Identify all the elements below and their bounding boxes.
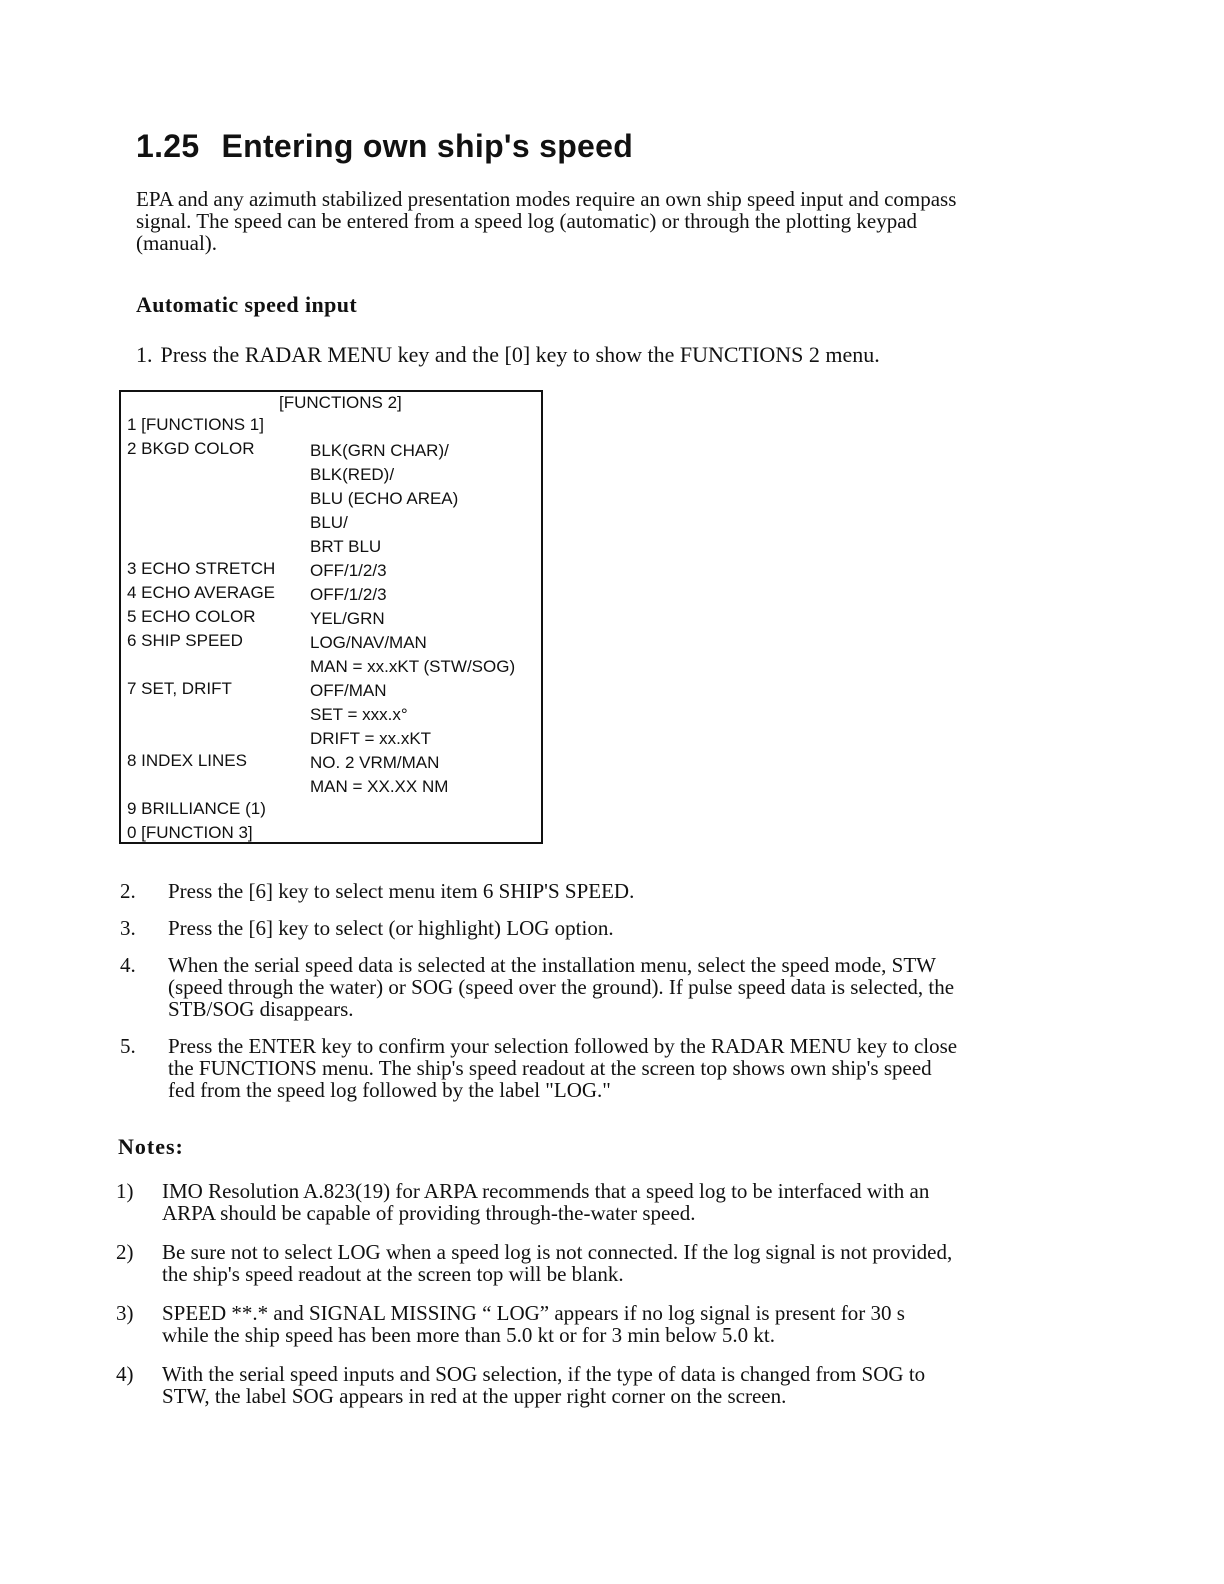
menu-item-option: SET = xxx.x°: [310, 705, 408, 724]
step-number: 5.: [120, 1034, 136, 1058]
menu-item-option: LOG/NAV/MAN: [310, 633, 427, 652]
menu-item-option: BLK(GRN CHAR)/: [310, 441, 449, 460]
menu-item-label: 4 ECHO AVERAGE: [127, 583, 276, 602]
notes-heading: Notes:: [118, 1134, 184, 1159]
section-heading: [136, 128, 633, 165]
menu-item-label: 5 ECHO COLOR: [127, 607, 256, 626]
step: [120, 954, 1060, 1020]
note-line: the ship's speed readout at the screen top will be blank.: [162, 1262, 624, 1286]
note: [116, 1241, 1056, 1285]
note-line: while the ship speed has been more than 5.0 kt or for 3 min below 5.0 kt.: [162, 1323, 775, 1347]
intro-line: EPA and any azimuth stabilized presentation modes require an own ship speed input and compass: [136, 187, 957, 211]
menu-item-option: OFF/MAN: [310, 681, 387, 700]
step-line: (speed through the water) or SOG (speed over the ground). If pulse speed data is selected, the: [168, 975, 955, 999]
menu-item-option: MAN = XX.XX NM: [310, 777, 449, 796]
menu-item-option: BLU (ECHO AREA): [310, 489, 459, 508]
step-number: 1.: [136, 342, 153, 367]
step-number: 2.: [120, 879, 136, 903]
step-line: Press the [6] key to select (or highlight) LOG option.: [168, 916, 614, 940]
menu-item-label: 1 [FUNCTIONS 1]: [127, 415, 264, 434]
note-number: 4): [116, 1362, 134, 1386]
note: [116, 1363, 1056, 1407]
section-title: Entering own ship's speed: [221, 128, 634, 164]
menu-item-option: MAN = xx.xKT (STW/SOG): [310, 657, 516, 676]
note-line: STW, the label SOG appears in red at the upper right corner on the screen.: [162, 1384, 787, 1408]
menu-item-option: DRIFT = xx.xKT: [310, 729, 432, 748]
note-line: Be sure not to select LOG when a speed log is not connected. If the log signal is not provided,: [162, 1240, 953, 1264]
menu-item-label: 9 BRILLIANCE (1): [127, 799, 266, 818]
step-line: When the serial speed data is selected at the installation menu, select the speed mode, STW: [168, 953, 936, 977]
note-number: 2): [116, 1240, 134, 1264]
step: [120, 917, 1060, 939]
note-line: IMO Resolution A.823(19) for ARPA recommends that a speed log to be interfaced with an: [162, 1179, 930, 1203]
step-number: 4.: [120, 953, 136, 977]
intro-line: signal. The speed can be entered from a speed log (automatic) or through the plotting keypad: [136, 209, 918, 233]
step-line: fed from the speed log followed by the label "LOG.": [168, 1078, 611, 1102]
note-number: 3): [116, 1301, 134, 1325]
intro-paragraph: [136, 188, 1066, 254]
menu-item-label: 2 BKGD COLOR: [127, 439, 255, 458]
step-line: the FUNCTIONS menu. The ship's speed readout at the screen top shows own ship's speed: [168, 1056, 932, 1080]
step-line: Press the [6] key to select menu item 6 SHIP'S SPEED.: [168, 879, 635, 903]
steps-list: [120, 880, 1060, 1116]
note-line: SPEED **.* and SIGNAL MISSING “ LOG” appears if no log signal is present for 30 s: [162, 1301, 905, 1325]
step-line: STB/SOG disappears.: [168, 997, 354, 1021]
note: [116, 1180, 1056, 1224]
menu-item-label: 6 SHIP SPEED: [127, 631, 243, 650]
step: [120, 880, 1060, 902]
notes-list: [116, 1180, 1056, 1424]
step-text: Press the RADAR MENU key and the [0] key to show the FUNCTIONS 2 menu.: [160, 342, 880, 367]
functions-2-menu: [119, 390, 543, 844]
step-1: [136, 342, 880, 368]
subheading: Automatic speed input: [136, 292, 358, 317]
section-number: 1.25: [136, 128, 200, 164]
menu-item-option: OFF/1/2/3: [310, 585, 387, 604]
note: [116, 1302, 1056, 1346]
note-line: ARPA should be capable of providing through-the-water speed.: [162, 1201, 696, 1225]
step-number: 3.: [120, 916, 136, 940]
step: [120, 1035, 1060, 1101]
menu-item-label: 3 ECHO STRETCH: [127, 559, 276, 578]
menu-item-option: BLU/: [310, 513, 348, 532]
step-line: Press the ENTER key to confirm your selection followed by the RADAR MENU key to close: [168, 1034, 958, 1058]
menu-item-label: 7 SET, DRIFT: [127, 679, 232, 698]
menu-item-option: BLK(RED)/: [310, 465, 395, 484]
menu-item-label: 8 INDEX LINES: [127, 751, 247, 770]
menu-item-option: OFF/1/2/3: [310, 561, 387, 580]
intro-line: (manual).: [136, 231, 218, 255]
menu-item-option: BRT BLU: [310, 537, 382, 556]
menu-item-label: 0 [FUNCTION 3]: [127, 823, 253, 842]
note-number: 1): [116, 1179, 134, 1203]
menu-item-option: YEL/GRN: [310, 609, 385, 628]
menu-item-option: NO. 2 VRM/MAN: [310, 753, 440, 772]
note-line: With the serial speed inputs and SOG selection, if the type of data is changed from SOG to: [162, 1362, 926, 1386]
menu-title: [FUNCTIONS 2]: [279, 393, 402, 412]
